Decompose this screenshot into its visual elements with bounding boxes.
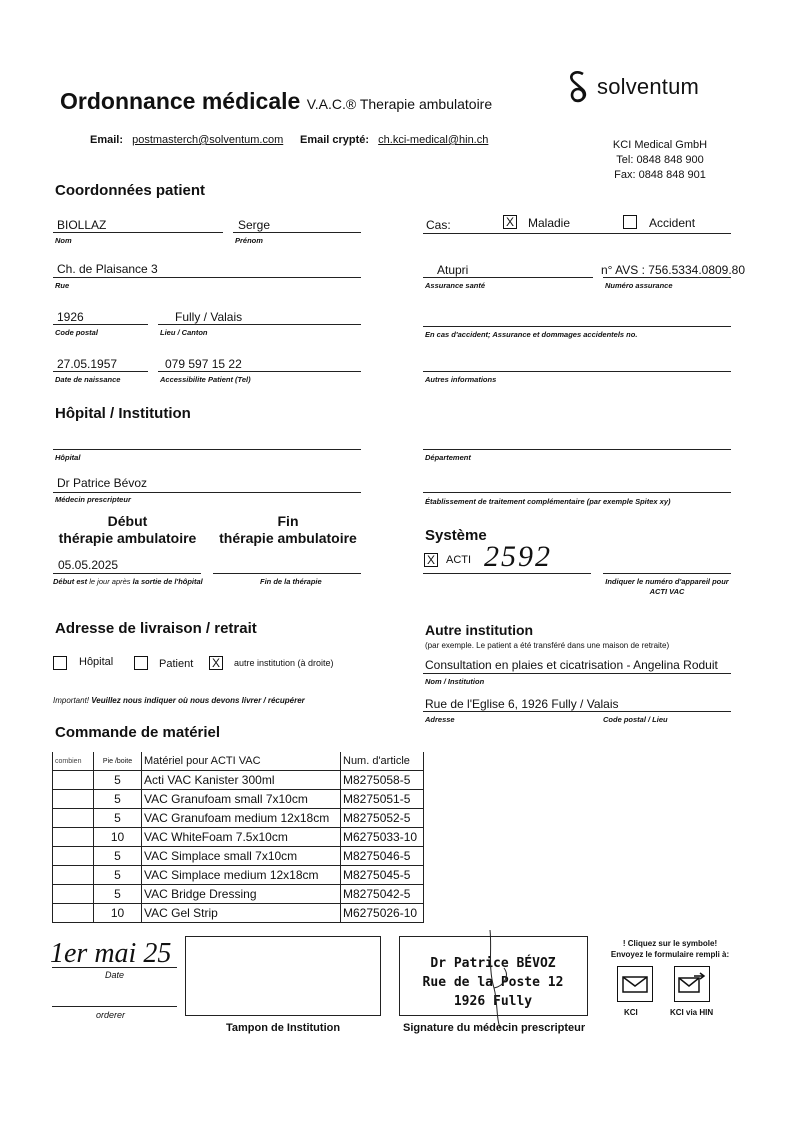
debut-label-3: la sortie de l'hôpital xyxy=(132,577,203,586)
patient-code-postal[interactable]: 1926 xyxy=(57,310,84,324)
fin-label: Fin de la thérapie xyxy=(260,577,322,586)
rue-label: Rue xyxy=(55,281,70,290)
form-title xyxy=(60,88,492,115)
stamp-line-1: Dr Patrice BÉVOZ xyxy=(430,956,556,971)
row-material: Acti VAC Kanister 300ml xyxy=(142,771,341,790)
email-link[interactable]: postmasterch@solventum.com xyxy=(132,134,284,146)
table-row xyxy=(53,885,424,904)
envelope-arrow-icon xyxy=(678,972,706,996)
fin-title-1: Fin xyxy=(277,513,299,529)
email-label: Email: xyxy=(90,134,124,146)
avs-value[interactable]: n° AVS : 756.5334.0809.80 xyxy=(601,263,746,277)
tel-label: Accessibilite Patient (Tel) xyxy=(160,375,251,384)
company-fax: Fax: 0848 848 901 xyxy=(614,169,706,181)
brand-logo xyxy=(565,70,699,104)
debut-label xyxy=(53,577,203,586)
table-row xyxy=(53,904,424,923)
envelope-icon xyxy=(622,974,648,994)
table-row xyxy=(53,790,424,809)
livraison-hopital-label: Hôpital xyxy=(79,656,114,668)
row-per-box: 10 xyxy=(94,828,142,847)
patient-rue[interactable]: Ch. de Plaisance 3 xyxy=(57,262,158,276)
row-article: M8275058-5 xyxy=(341,771,424,790)
row-per-box: 5 xyxy=(94,847,142,866)
lieu-label: Lieu / Canton xyxy=(160,328,208,337)
autre-institution-note: (par exemple. Le patient a été transféré dans une maison de retraite) xyxy=(425,641,670,650)
patient-prenom[interactable]: Serge xyxy=(238,218,271,232)
livraison-autre-checkbox[interactable]: X xyxy=(209,656,223,670)
stamp-line-2: Rue de la Poste 12 xyxy=(422,975,564,990)
important-note-2: Veuillez nous indiquer où nous devons livrer / récupérer xyxy=(91,696,305,705)
row-per-box: 5 xyxy=(94,771,142,790)
header-combien: combien xyxy=(53,752,94,771)
autres-info-label: Autres informations xyxy=(425,375,497,384)
tampon-box[interactable] xyxy=(185,936,381,1016)
nom-label: Nom xyxy=(55,236,72,245)
stamp-line-3: 1926 Fully xyxy=(453,994,533,1009)
autre-institution-adresse[interactable]: Rue de l'Eglise 6, 1926 Fully / Valais xyxy=(425,697,619,711)
header-article: Num. d'article xyxy=(341,752,424,771)
solventum-logo-icon xyxy=(565,70,591,104)
table-header-row xyxy=(53,752,424,771)
row-article: M6275033-10 xyxy=(341,828,424,847)
row-material: VAC Simplace medium 12x18cm xyxy=(142,866,341,885)
row-per-box: 5 xyxy=(94,866,142,885)
send-instructions-2: Envoyez le formulaire rempli à: xyxy=(610,950,730,959)
medecin-label: Médecin prescripteur xyxy=(55,495,131,504)
row-article: M8275051-5 xyxy=(341,790,424,809)
row-material: VAC Simplace small 7x10cm xyxy=(142,847,341,866)
cp-lieu-label: Code postal / Lieu xyxy=(603,715,668,724)
livraison-hopital-checkbox[interactable] xyxy=(53,656,67,670)
table-row xyxy=(53,866,424,885)
row-material: VAC Granufoam medium 12x18cm xyxy=(142,809,341,828)
row-material: VAC WhiteFoam 7.5x10cm xyxy=(142,828,341,847)
accident-checkbox[interactable] xyxy=(623,215,637,229)
departement-label: Département xyxy=(425,453,471,462)
row-per-box: 5 xyxy=(94,885,142,904)
maladie-checkbox[interactable]: X xyxy=(503,215,517,229)
row-qty[interactable] xyxy=(53,809,94,828)
debut-title-2: thérapie ambulatoire xyxy=(58,530,197,546)
patient-lieu[interactable]: Fully / Valais xyxy=(175,310,243,324)
device-number-handwritten[interactable]: 2592 xyxy=(484,540,552,573)
device-label-1: Indiquer le numéro d'appareil pour xyxy=(605,577,729,586)
send-kci-button[interactable] xyxy=(617,966,653,1002)
company-name: KCI Medical GmbH xyxy=(612,139,708,151)
email-crypt-label: Email crypté: xyxy=(300,134,370,146)
naissance-label: Date de naissance xyxy=(55,375,121,384)
acti-label: ACTI xyxy=(446,554,472,566)
company-block xyxy=(600,138,720,183)
company-tel: Tel: 0848 848 900 xyxy=(616,154,704,166)
systeme-section-title: Système xyxy=(425,527,487,544)
email-crypt-link[interactable]: ch.kci-medical@hin.ch xyxy=(378,134,489,146)
assurance-value[interactable]: Atupri xyxy=(437,263,469,277)
row-article: M8275045-5 xyxy=(341,866,424,885)
accident-insurance-label: En cas d'accident; Assurance et dommages accidentels no. xyxy=(425,330,638,339)
maladie-label: Maladie xyxy=(528,216,571,230)
debut-title-1: Début xyxy=(107,513,148,529)
fin-title xyxy=(212,513,364,547)
send-instructions-1: ! Cliquez sur le symbole! xyxy=(622,939,718,948)
header-materiel: Matériel pour ACTI VAC xyxy=(142,752,341,771)
brand-name: solventum xyxy=(597,74,700,99)
row-qty[interactable] xyxy=(53,771,94,790)
device-label-2: ACTI VAC xyxy=(649,587,685,596)
commande-table xyxy=(52,752,424,923)
row-article: M8275052-5 xyxy=(341,809,424,828)
accident-label: Accident xyxy=(649,216,696,230)
send-instructions xyxy=(606,938,734,960)
row-qty[interactable] xyxy=(53,790,94,809)
orderer-label: orderer xyxy=(96,1010,126,1020)
table-row xyxy=(53,828,424,847)
row-material: VAC Bridge Dressing xyxy=(142,885,341,904)
row-article: M8275042-5 xyxy=(341,885,424,904)
tampon-label: Tampon de Institution xyxy=(226,1022,341,1034)
row-qty[interactable] xyxy=(53,847,94,866)
row-per-box: 10 xyxy=(94,904,142,923)
row-qty[interactable] xyxy=(53,828,94,847)
etablissement-label: Établissement de traitement complémentaire (par exemple Spitex xy) xyxy=(425,497,671,506)
row-material: VAC Gel Strip xyxy=(142,904,341,923)
date-label: Date xyxy=(105,970,125,980)
hopital-section-title: Hôpital / Institution xyxy=(55,405,191,422)
cas-label: Cas: xyxy=(426,218,451,232)
header-piece-boite: Pie /boite xyxy=(94,752,142,771)
email-row xyxy=(90,134,283,146)
email-crypt-row xyxy=(300,134,488,146)
row-per-box: 5 xyxy=(94,790,142,809)
medecin-value[interactable]: Dr Patrice Bévoz xyxy=(57,476,148,490)
debut-value[interactable]: 05.05.2025 xyxy=(58,558,119,572)
adresse-label: Adresse xyxy=(425,715,455,724)
prenom-label: Prénom xyxy=(235,236,263,245)
kci-hin-label: KCI via HIN xyxy=(670,1008,714,1017)
autre-institution-nom-label: Nom / Institution xyxy=(425,677,485,686)
assurance-label: Assurance santé xyxy=(425,281,486,290)
acti-checkbox[interactable]: X xyxy=(424,553,438,567)
debut-label-2: le jour après xyxy=(89,577,131,586)
livraison-patient-checkbox[interactable] xyxy=(134,656,148,670)
patient-section-title: Coordonnées patient xyxy=(55,182,206,199)
patient-naissance[interactable]: 27.05.1957 xyxy=(57,357,118,371)
signature-label: Signature du médecin prescripteur xyxy=(403,1022,586,1034)
important-note xyxy=(53,696,305,705)
fin-title-2: thérapie ambulatoire xyxy=(219,530,357,546)
date-handwritten[interactable]: 1er mai 25 xyxy=(50,938,172,969)
autre-institution-title: Autre institution xyxy=(425,622,534,638)
row-qty[interactable] xyxy=(53,885,94,904)
row-material: VAC Granufoam small 7x10cm xyxy=(142,790,341,809)
send-kci-hin-button[interactable] xyxy=(674,966,710,1002)
debut-label-1: Début est xyxy=(53,577,88,586)
row-per-box: 5 xyxy=(94,809,142,828)
hopital-label: Hôpital xyxy=(55,453,81,462)
row-article: M8275046-5 xyxy=(341,847,424,866)
kci-label: KCI xyxy=(624,1008,638,1017)
row-qty[interactable] xyxy=(53,866,94,885)
signature-scribble xyxy=(470,928,530,1033)
title-main: Ordonnance médicale xyxy=(60,88,301,114)
autre-institution-nom[interactable]: Consultation en plaies et cicatrisation - Angelina Roduit xyxy=(425,658,718,672)
livraison-patient-label: Patient xyxy=(159,658,194,670)
livraison-section-title: Adresse de livraison / retrait xyxy=(55,620,257,637)
patient-tel[interactable]: 079 597 15 22 xyxy=(165,357,242,371)
table-row xyxy=(53,847,424,866)
code-postal-label: Code postal xyxy=(55,328,98,337)
commande-section-title: Commande de matériel xyxy=(55,724,221,741)
debut-title xyxy=(45,513,210,547)
livraison-autre-label: autre institution (à droite) xyxy=(234,658,334,668)
device-label xyxy=(603,577,731,597)
row-qty[interactable] xyxy=(53,904,94,923)
patient-nom[interactable]: BIOLLAZ xyxy=(57,218,107,232)
table-row xyxy=(53,771,424,790)
row-article: M6275026-10 xyxy=(341,904,424,923)
title-sub: V.A.C.® Therapie ambulatoire xyxy=(306,96,493,112)
important-note-1: Important! xyxy=(53,696,90,705)
table-row xyxy=(53,809,424,828)
avs-label: Numéro assurance xyxy=(605,281,673,290)
